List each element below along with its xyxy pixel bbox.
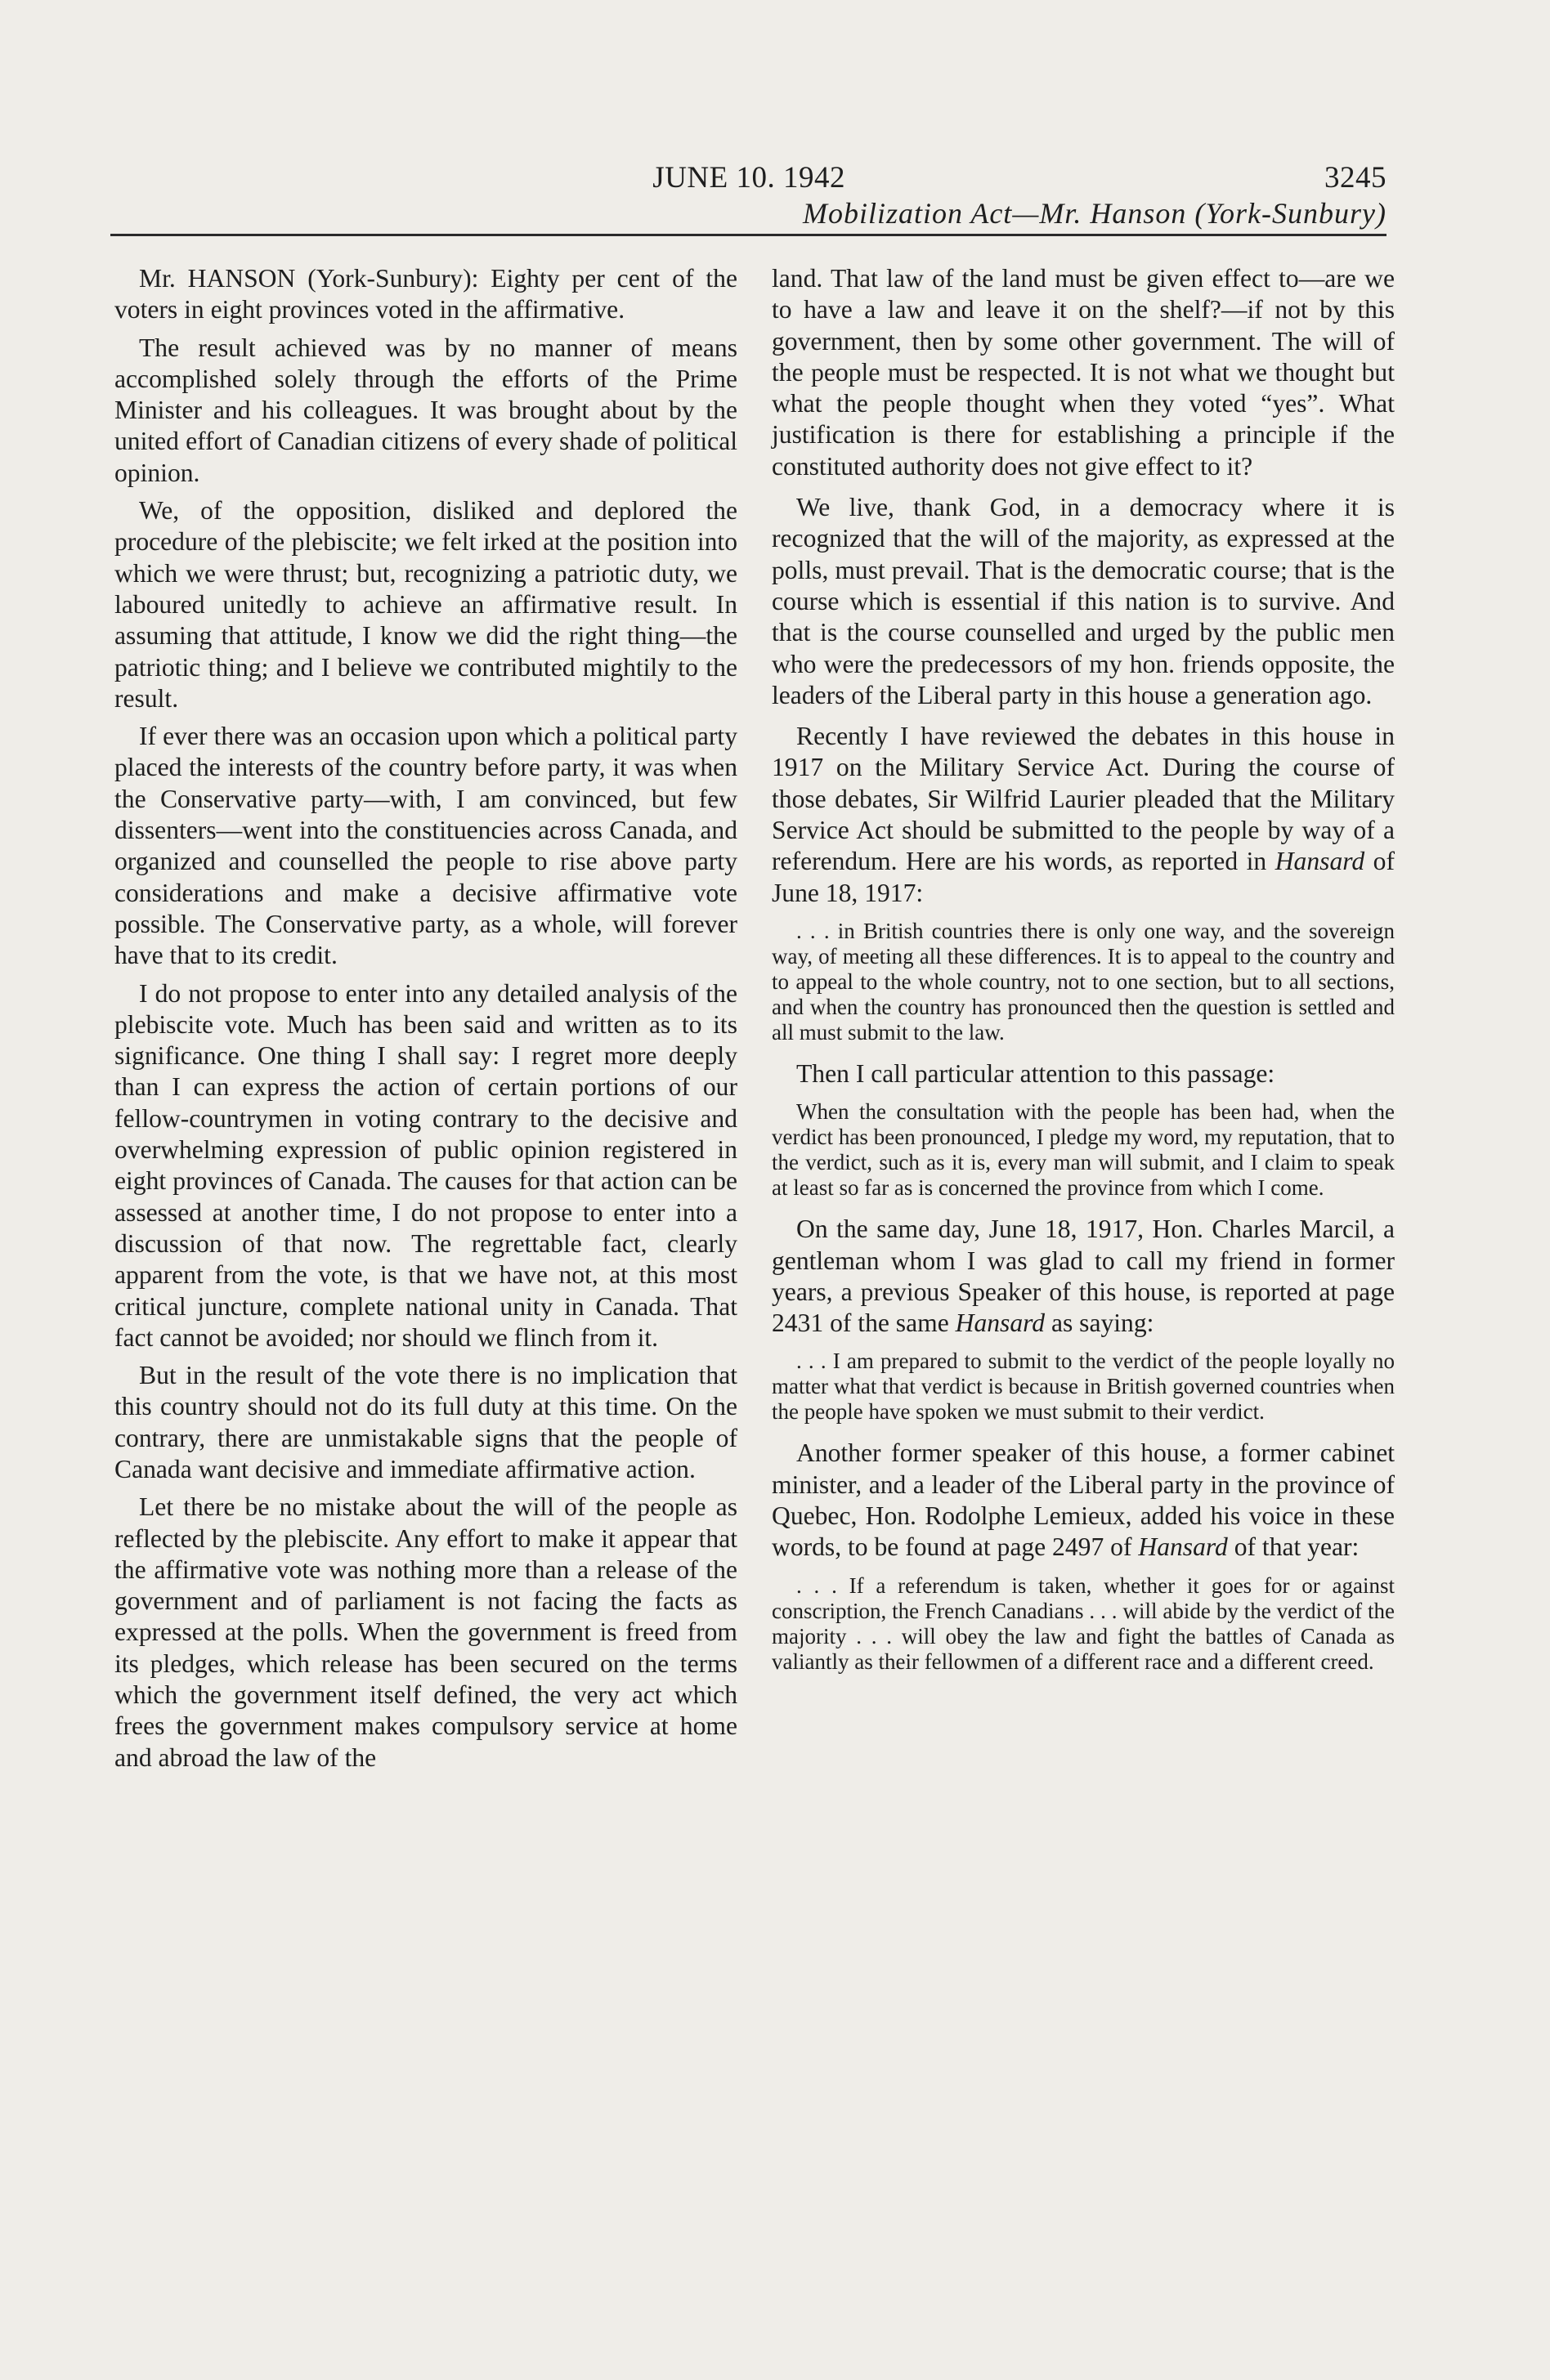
- text-run: On the same day, June 18, 1917, Hon. Charles Marcil, a gentleman whom I was glad to call my friend in former years, a previous Speaker of this house, is reported at page 2431 of the same: [772, 1215, 1395, 1338]
- page-number: 3245: [1324, 161, 1386, 195]
- header-dateline: [0, 160, 1386, 196]
- text-run: of June 18, 1917:: [772, 847, 1395, 907]
- paragraph: Then I call particular attention to this passage:: [796, 1058, 1275, 1088]
- text-run: of that year:: [1227, 1532, 1360, 1562]
- paragraph: If ever there was an occasion upon which a political party placed the interests of the country before party, it was when the Conservative party—with, I am convinced, but few dissenters—went into the constituencies across Canada, and organized and counselled the people to rise above party considerations and make a decisive affirmative vote possible. The Conservative party, as a whole, will forever have that to its credit.: [114, 722, 737, 970]
- text-run: Recently I have reviewed the debates in this house in 1917 on the Military Service Act. During the course of those debates, Sir Wilfrid Laurier pleaded that the Military Service Act should be submitted to the people by way of a referendum. Here are his words, as reported in: [772, 722, 1395, 876]
- quotation: . . . in British countries there is only one way, and the sovereign way, of meeting all these differences. It is to appeal to the country and to appeal to the whole country, not to one section, but to all sections, and when the country has pronounced then the question is settled and all must submit to the law.: [772, 918, 1395, 1045]
- hansard-title: Hansard: [1274, 847, 1365, 876]
- header-rule: [110, 234, 1386, 236]
- quotation: . . . If a referendum is taken, whether it goes for or against conscription, the French Canadians . . . will abide by the verdict of the majority . . . will obey the law and fight the battles of Canada as valiantly as their fellowmen of a different race and a different creed.: [772, 1572, 1395, 1674]
- paragraph: But in the result of the vote there is no implication that this country should not do its full duty at this time. On the contrary, there are unmistakable signs that the people of Canada want decisive and immediate affirmative action.: [114, 1361, 737, 1483]
- paragraph: [772, 1214, 1395, 1339]
- left-column: [114, 263, 737, 1780]
- page-header: [0, 160, 1386, 230]
- paragraph: [772, 721, 1395, 909]
- paragraph: land. That law of the land must be given effect to—are we to have a law and leave it on the shelf?—if not by this government, then by some other government. The will of the people must be respected. It is not what we thought but what the people thought when they voted “yes”. What justification is there for establishing a principle if the constituted authority does not give effect to it?: [772, 264, 1395, 481]
- paragraph: We live, thank God, in a democracy where it is recognized that the will of the majority, as expressed at the polls, must prevail. That is the democratic course; that is the course which is essential if this nation is to survive. And that is the course counselled and urged by the public men who were the predecessors of my hon. friends opposite, the leaders of the Liberal party in this house a generation ago.: [772, 493, 1395, 709]
- text-run: as saying:: [1045, 1309, 1154, 1338]
- paragraph: The result achieved was by no manner of means accomplished solely through the efforts of the Prime Minister and his colleagues. It was brought about by the united effort of Canadian citizens of every shade of political opinion.: [114, 333, 737, 487]
- quotation: When the consultation with the people has been had, when the verdict has been pronounced, I pledge my word, my reputation, that to the verdict, such as it is, every man will submit, and I claim to speak at least so far as is concerned the province from which I come.: [772, 1099, 1395, 1201]
- hansard-title: Hansard: [955, 1309, 1046, 1338]
- hansard-title: Hansard: [1138, 1532, 1228, 1562]
- paragraph: I do not propose to enter into any detailed analysis of the plebiscite vote. Much has been said and written as to its significance. One thing I shall say: I regret more deeply than I can express the action of certain portions of our fellow-countrymen in voting contrary to the decisive and overwhelming expression of public opinion registered in eight provinces of Canada. The causes for that action can be assessed at another time, I do not propose to enter into a discussion of that now. The regrettable fact, clearly apparent from the vote, is that we have not, at this most critical juncture, complete national unity in Canada. That fact cannot be avoided; nor should we flinch from it.: [114, 978, 737, 1352]
- paragraph: Mr. HANSON (York-Sunbury): Eighty per cent of the voters in eight provinces voted in the affirmative.: [114, 264, 737, 324]
- paragraph: Let there be no mistake about the will of the people as reflected by the plebiscite. Any effort to make it appear that the affirmative vote was nothing more than a release of the government and of parliament is not facing the facts as expressed at the polls. When the government is freed from its pledges, which release has been secured on the terms which the government itself defined, the very act which frees the government makes compulsory service at home and abroad the law of the: [114, 1492, 737, 1772]
- paragraph: We, of the opposition, disliked and deplored the procedure of the plebiscite; we felt irked at the position into which we were thrust; but, recognizing a patriotic duty, we laboured unitedly to achieve an affirmative result. In assuming that attitude, I know we did the right thing—the patriotic thing; and I believe we contributed mightily to the result.: [114, 496, 737, 713]
- right-column: [772, 263, 1395, 1688]
- header-subtitle: Mobilization Act—Mr. Hanson (York-Sunbury): [802, 197, 1386, 230]
- header-date: JUNE 10. 1942: [652, 161, 845, 195]
- paragraph: [772, 1438, 1395, 1563]
- text-run: Another former speaker of this house, a former cabinet minister, and a leader of the Liberal party in the province of Quebec, Hon. Rodolphe Lemieux, added his voice in these words, to be found at page 2497 of: [772, 1438, 1395, 1562]
- quotation: . . . I am prepared to submit to the verdict of the people loyally no matter what that verdict is because in British governed countries when the people have spoken we must submit to their verdict.: [772, 1349, 1395, 1425]
